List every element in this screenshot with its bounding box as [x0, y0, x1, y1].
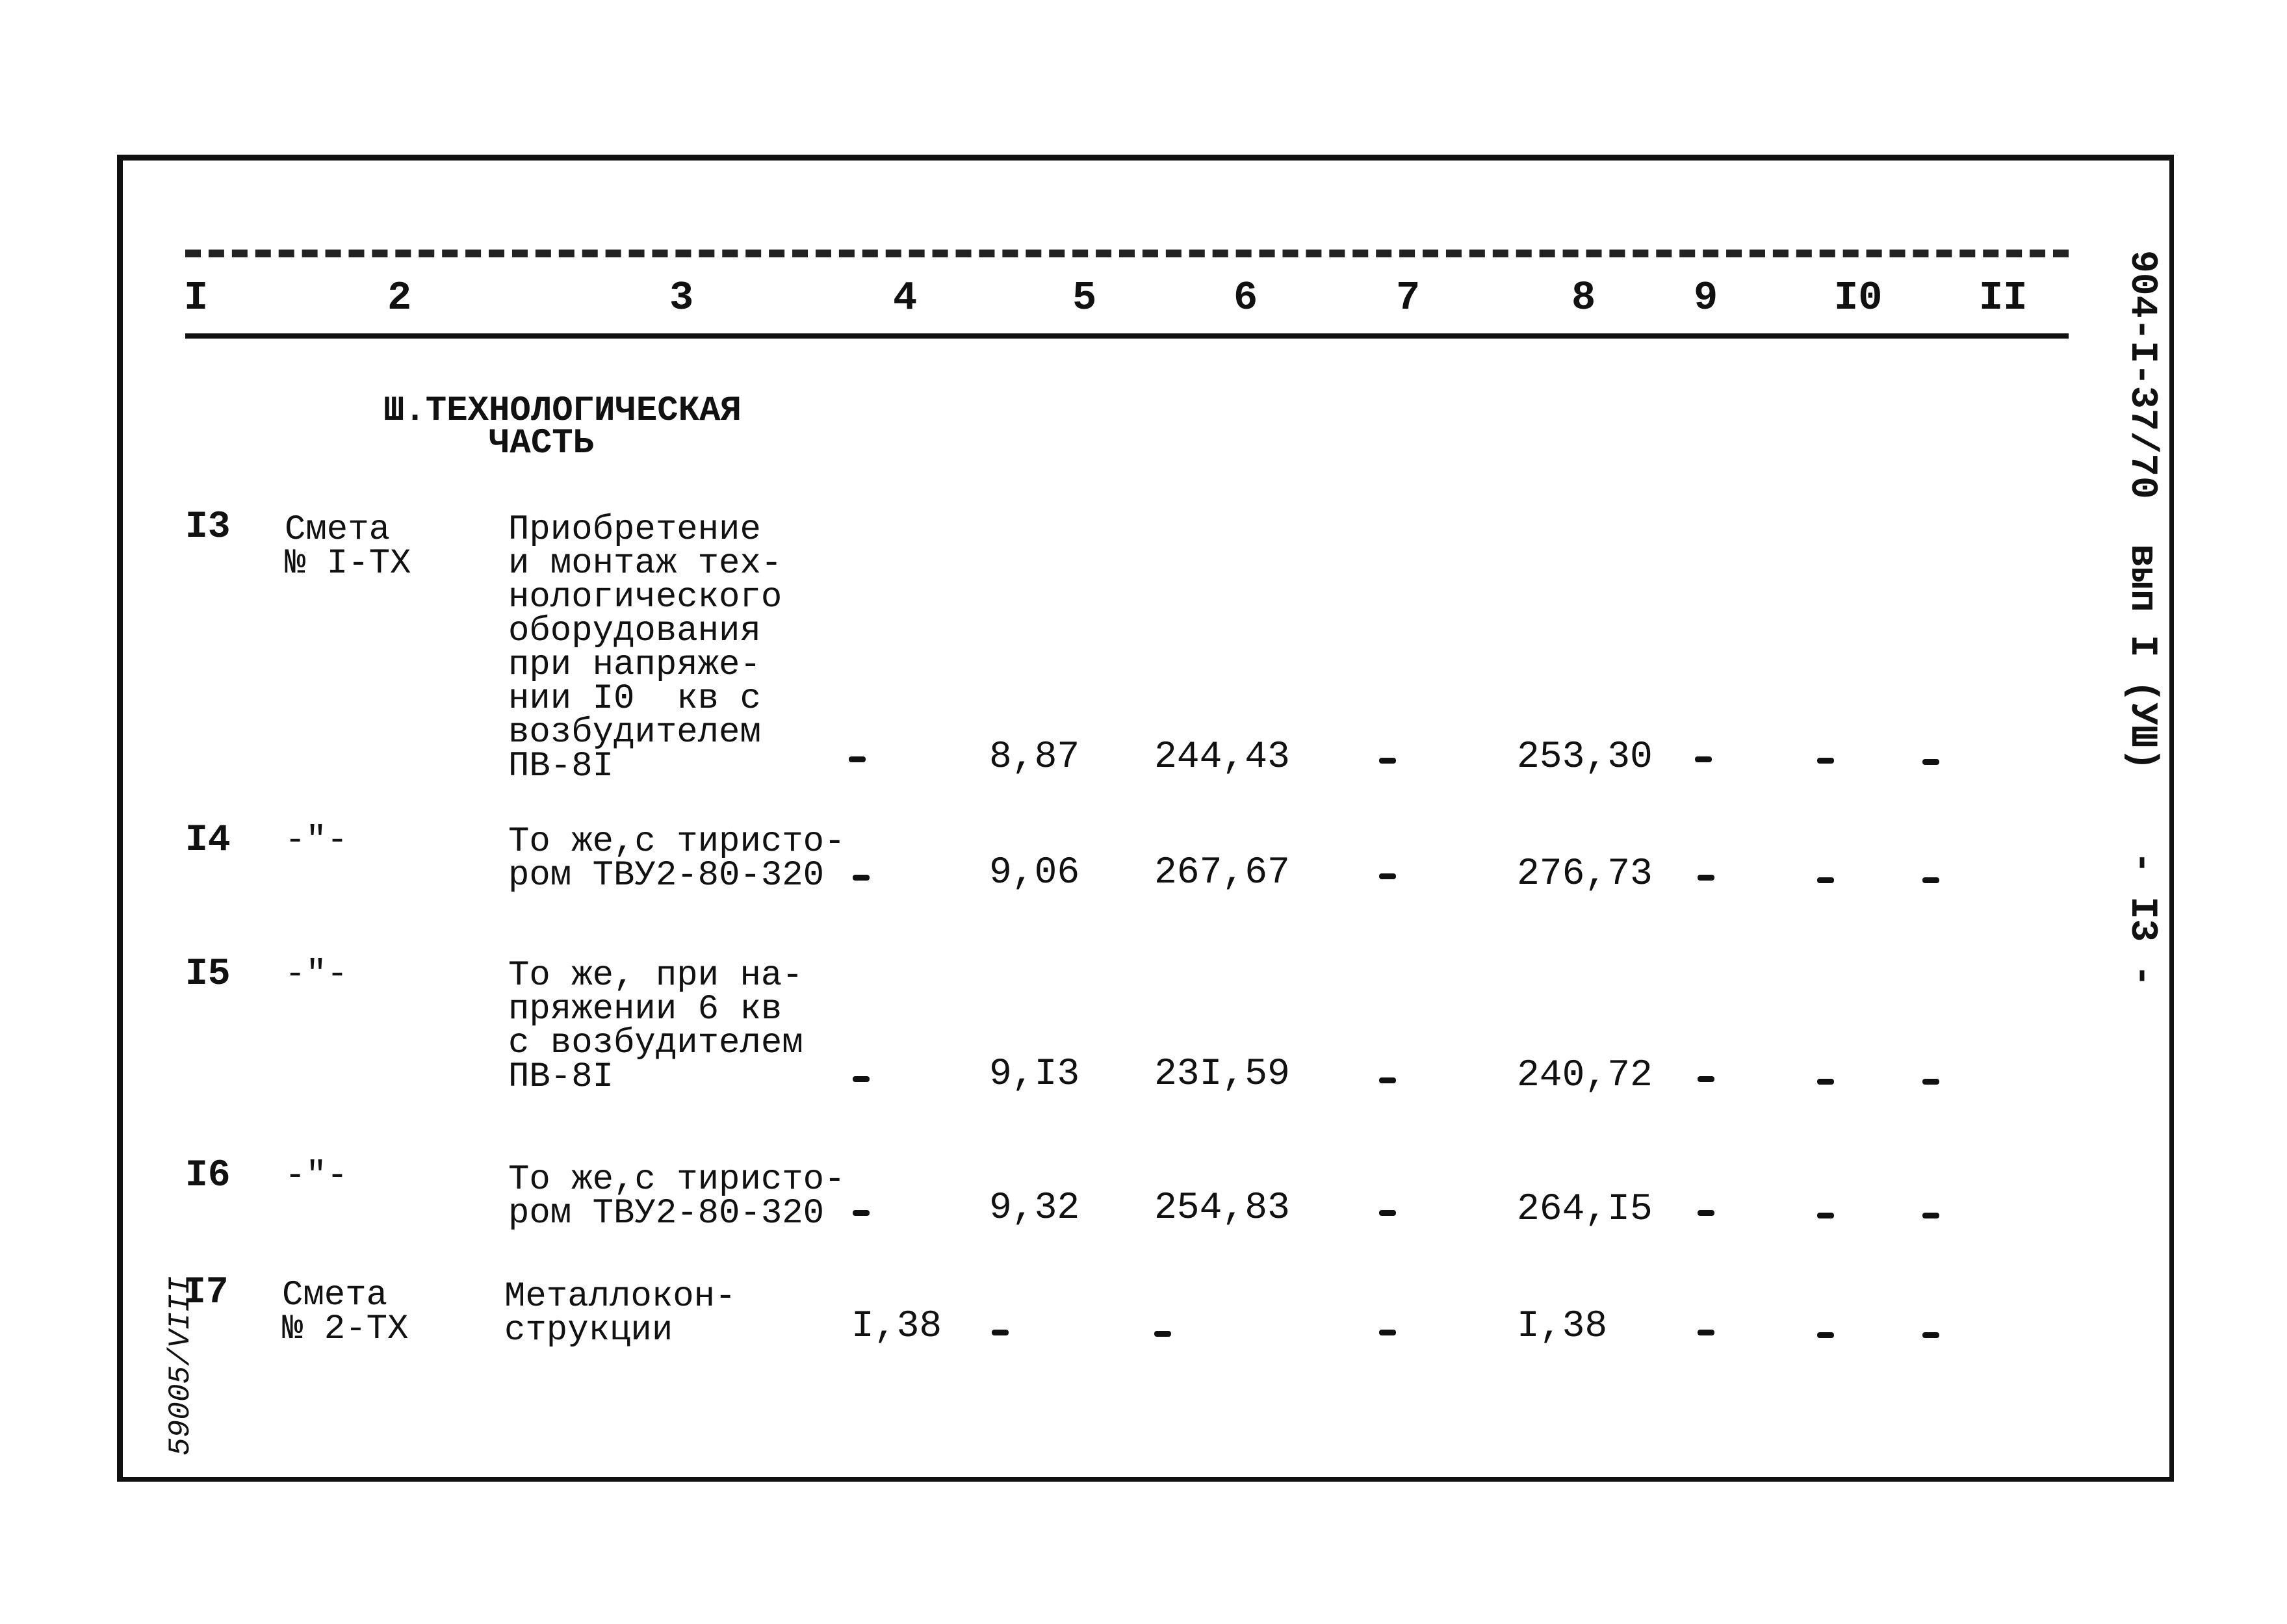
row-c6: 23I,59 [1154, 1053, 1290, 1096]
row-document: Смета № I-ТХ [285, 510, 411, 584]
row-number: I7 [183, 1272, 229, 1314]
section-title: Ш.ТЕХНОЛОГИЧЕСКАЯ ЧАСТЬ [383, 391, 742, 463]
header-bottom-rule [185, 333, 2069, 339]
document-frame [117, 155, 2174, 1482]
row-c8: 240,72 [1517, 1055, 1653, 1097]
row-description: Металлокон- струкции [504, 1277, 736, 1350]
row-c10 [1817, 1213, 1834, 1218]
row-c5: 9,06 [989, 852, 1080, 894]
column-header-2: 2 [387, 275, 412, 321]
row-c8: I,38 [1517, 1306, 1608, 1348]
row-c4 [853, 1210, 870, 1216]
row-c5 [992, 1330, 1009, 1335]
row-c8: 253,30 [1517, 736, 1653, 779]
row-description: Приобретение и монтаж тех- нологического оборудования при напряже- нии I0 кв с возбудителем ПВ-8I [508, 510, 782, 786]
column-header-5: 5 [1072, 275, 1097, 321]
row-c4 [853, 1076, 870, 1082]
row-c10 [1817, 1332, 1834, 1338]
row-c10 [1817, 1079, 1834, 1085]
row-description: То же,с тиристо- ром ТВУ2-80-320 [508, 1160, 846, 1233]
row-c6: 244,43 [1154, 736, 1290, 779]
row-c4: I,38 [851, 1306, 942, 1348]
row-document: -"- [285, 1156, 348, 1196]
row-c7 [1379, 1330, 1396, 1335]
column-header-3: 3 [669, 275, 694, 321]
row-c7 [1379, 758, 1396, 764]
row-c6 [1154, 1331, 1171, 1337]
row-number: I6 [185, 1155, 231, 1197]
row-c4 [849, 756, 866, 762]
row-c11 [1922, 759, 1939, 765]
side-stamp: 904-I-37/70 вып I (УШ) [2121, 250, 2163, 771]
row-c7 [1379, 1077, 1396, 1083]
column-header-9: 9 [1694, 275, 1718, 321]
inventory-mark: 59005/VIII [164, 1276, 198, 1456]
column-header-8: 8 [1571, 275, 1596, 321]
row-c11 [1922, 1079, 1939, 1085]
row-c9 [1698, 1330, 1714, 1335]
row-description: То же,с тиристо- ром ТВУ2-80-320 [508, 822, 846, 896]
row-number: I4 [185, 819, 231, 862]
row-c7 [1379, 873, 1396, 879]
row-c10 [1817, 877, 1834, 883]
column-header-4: 4 [893, 275, 918, 321]
row-document: -"- [285, 821, 348, 860]
row-document: -"- [285, 955, 348, 994]
page-number: - I3 - [2121, 851, 2163, 987]
row-c11 [1922, 877, 1939, 883]
row-c8: 264,I5 [1517, 1189, 1653, 1231]
column-header-1: I [184, 275, 209, 321]
row-c6: 267,67 [1154, 852, 1290, 894]
row-c7 [1379, 1210, 1396, 1216]
column-header-10: I0 [1834, 275, 1883, 321]
row-number: I5 [185, 953, 231, 996]
row-c5: 9,32 [989, 1187, 1080, 1230]
row-c9 [1698, 875, 1714, 881]
row-c9 [1695, 756, 1712, 762]
row-c6: 254,83 [1154, 1187, 1290, 1230]
header-top-rule [185, 250, 2069, 257]
row-c9 [1698, 1076, 1714, 1082]
row-c5: 9,I3 [989, 1053, 1080, 1096]
row-c10 [1817, 758, 1834, 764]
row-c9 [1698, 1210, 1714, 1216]
row-document: Смета № 2-ТХ [282, 1276, 409, 1349]
row-c11 [1922, 1332, 1939, 1338]
row-c11 [1922, 1213, 1939, 1218]
column-header-7: 7 [1396, 275, 1421, 321]
row-number: I3 [185, 506, 231, 548]
column-header-6: 6 [1234, 275, 1258, 321]
row-c8: 276,73 [1517, 853, 1653, 896]
column-header-11: II [1979, 275, 2028, 321]
row-c4 [853, 875, 870, 881]
row-c5: 8,87 [989, 736, 1080, 779]
row-description: То же, при на- пряжении 6 кв с возбудителем ПВ-8I [508, 956, 803, 1097]
